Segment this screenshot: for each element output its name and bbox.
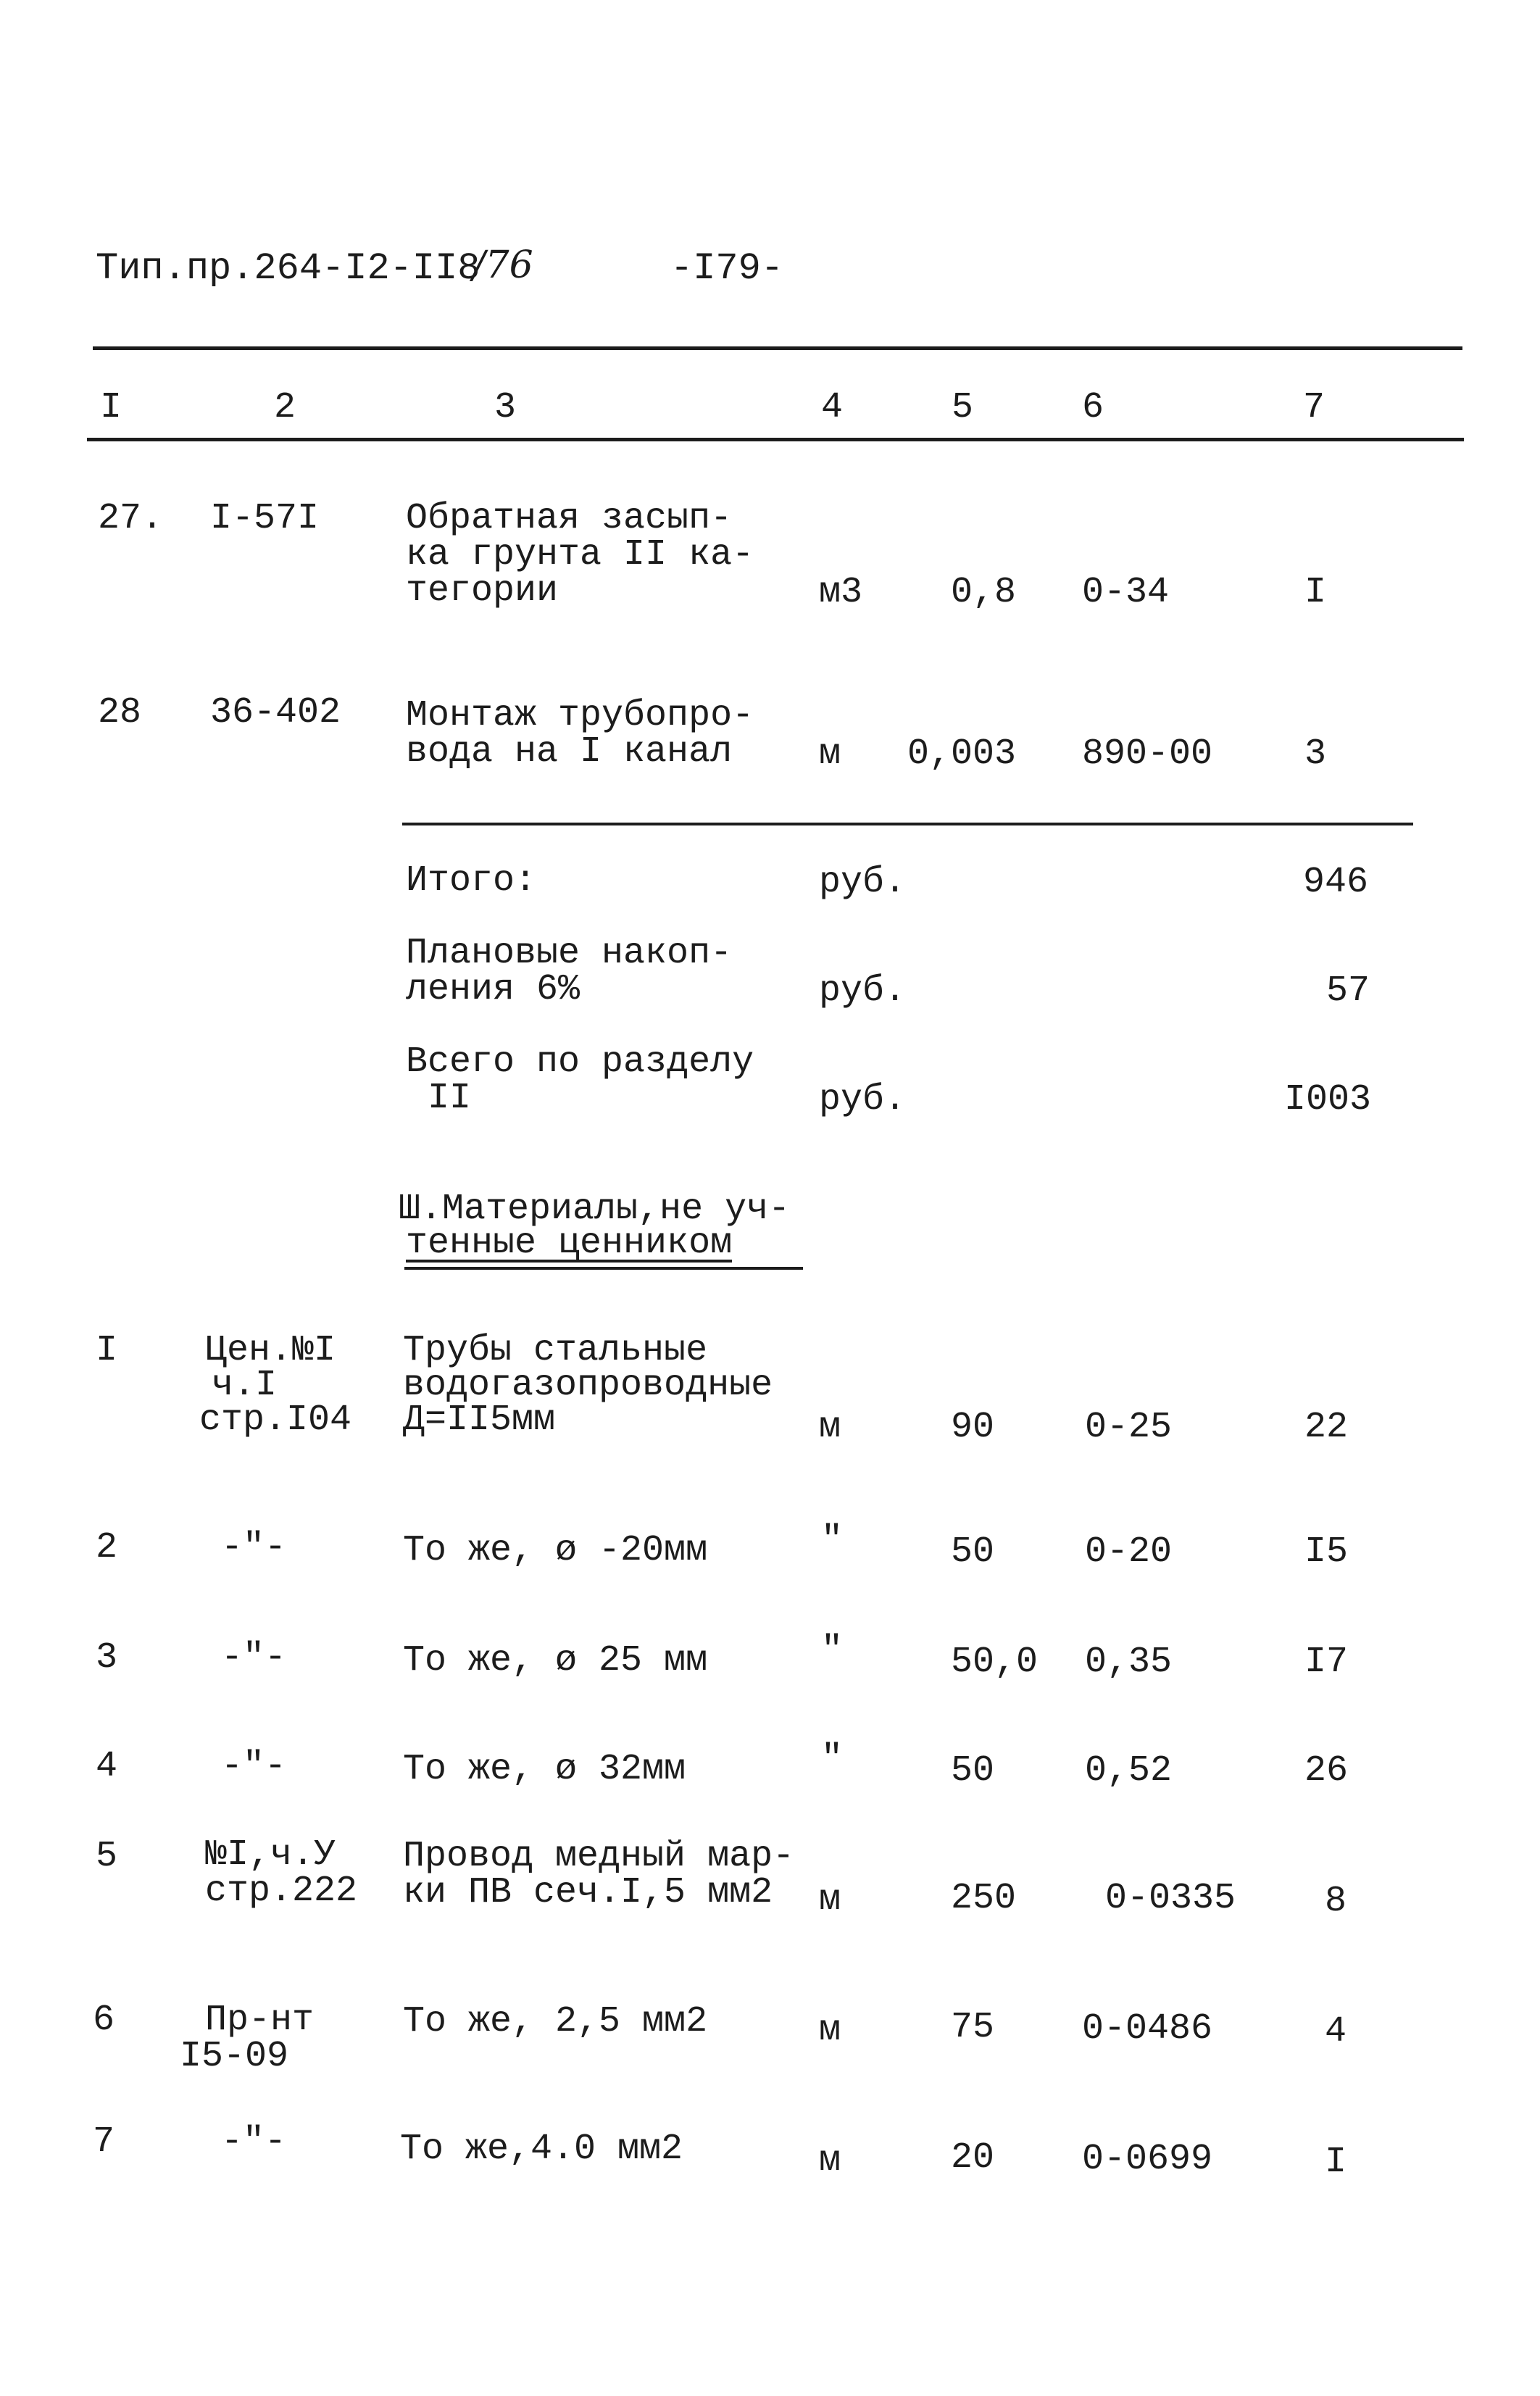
column-header-5: 5 xyxy=(952,387,974,428)
page-number: -I79- xyxy=(670,247,784,290)
document-reference-suffix: /76 xyxy=(473,244,533,287)
table-row-desc-line: ки ПВ сеч.I,5 мм2 xyxy=(403,1872,773,1913)
table-row-code: 36-402 xyxy=(210,692,341,733)
table-row-qty: 20 xyxy=(951,2137,995,2179)
table-row-code: №I,ч.У xyxy=(205,1834,336,1876)
table-row-qty: 0,8 xyxy=(951,572,1017,613)
subtotal-value: 946 xyxy=(1303,862,1369,903)
column-header-4: 4 xyxy=(821,387,844,428)
column-header-7: 7 xyxy=(1303,387,1325,428)
table-row-unit: м xyxy=(819,1407,841,1448)
table-row-unit: м xyxy=(819,1879,841,1921)
table-row-desc-line: Д=II5мм xyxy=(403,1399,556,1441)
table-row-code: -"- xyxy=(221,1746,287,1787)
table-row-num: 3 xyxy=(96,1637,118,1679)
section-total-value: I003 xyxy=(1284,1079,1372,1120)
table-row-code: стр.I04 xyxy=(199,1399,352,1441)
table-row-desc-line: водогазопроводные xyxy=(403,1365,773,1406)
table-row-desc-line: тегории xyxy=(406,570,559,612)
section-total-label: Всего по разделу xyxy=(406,1041,754,1083)
table-row-unit: " xyxy=(821,1520,844,1561)
table-row-unit: м xyxy=(819,2010,841,2051)
table-row-code: I5-09 xyxy=(180,2036,289,2077)
table-row-price: 0,35 xyxy=(1085,1642,1173,1683)
table-row-code: ч.I xyxy=(212,1365,278,1406)
table-row-desc-line: То же, ø 25 мм xyxy=(403,1640,708,1681)
table-row-unit: м xyxy=(819,2140,841,2181)
section-total-label: II xyxy=(428,1078,472,1119)
table-row-num: 7 xyxy=(93,2121,115,2163)
table-row-price: 0-34 xyxy=(1082,572,1170,613)
table-row-desc-line: То же, ø 32мм xyxy=(403,1749,686,1790)
table-row-code: Цен.№I xyxy=(205,1330,336,1371)
planned-savings-label: Плановые накоп- xyxy=(406,933,733,974)
table-row-total: 22 xyxy=(1304,1407,1349,1448)
planned-savings-value: 57 xyxy=(1326,970,1370,1012)
table-row-total: 8 xyxy=(1325,1881,1347,1922)
table-row-desc-line: Провод медный мар- xyxy=(403,1836,795,1877)
section-title: тенные ценником xyxy=(406,1223,733,1264)
table-row-num: I xyxy=(96,1330,118,1371)
table-row-code: -"- xyxy=(221,1527,287,1568)
top-rule xyxy=(93,346,1462,350)
header-rule xyxy=(87,438,1464,441)
table-row-unit: " xyxy=(821,1630,844,1671)
table-row-qty: 250 xyxy=(951,1878,1017,1919)
table-row-num: 5 xyxy=(96,1836,118,1877)
table-row-qty: 75 xyxy=(951,2007,995,2048)
table-row-code: I-57I xyxy=(210,498,320,539)
table-row-price: 0,52 xyxy=(1085,1750,1173,1792)
table-row-price: 0-0486 xyxy=(1082,2008,1213,2050)
table-row-qty: 50,0 xyxy=(951,1642,1039,1683)
table-row-price: 0-0335 xyxy=(1105,1878,1236,1919)
table-row-desc-line: То же, 2,5 мм2 xyxy=(403,2001,708,2042)
table-row-qty: 50 xyxy=(951,1750,995,1792)
column-header-6: 6 xyxy=(1082,387,1104,428)
table-row-total: I xyxy=(1304,572,1327,613)
table-row-qty: 90 xyxy=(951,1407,995,1448)
table-row-price: 890-00 xyxy=(1082,733,1213,775)
table-row-total: 26 xyxy=(1304,1750,1349,1792)
planned-savings-unit: руб. xyxy=(819,970,907,1012)
planned-savings-label: ления 6% xyxy=(406,969,580,1010)
table-row-code: -"- xyxy=(221,2121,287,2163)
section-title-underline xyxy=(404,1267,803,1270)
table-row-desc-line: То же,4.0 мм2 xyxy=(400,2129,683,2170)
table-row-total: I7 xyxy=(1304,1642,1349,1683)
table-row-price: 0-20 xyxy=(1085,1531,1173,1573)
subtotal-label: Итого: xyxy=(406,860,537,902)
section-title: Ш.Материалы,не уч- xyxy=(399,1189,791,1230)
table-row-price: 0-25 xyxy=(1085,1407,1173,1448)
table-row-num: 4 xyxy=(96,1746,118,1787)
table-row-desc-line: ка грунта II ка- xyxy=(406,534,754,575)
table-row-desc-line: Монтаж трубопро- xyxy=(406,695,754,736)
table-row-desc-line: вода на I канал xyxy=(406,731,733,773)
table-row-total: I xyxy=(1325,2142,1347,2183)
table-row-unit: м3 xyxy=(819,572,863,613)
table-row-num: 6 xyxy=(93,2000,115,2041)
column-header-2: 2 xyxy=(274,387,296,428)
table-row-num: 27. xyxy=(98,498,164,539)
table-row-desc-line: То же, ø -20мм xyxy=(403,1530,708,1571)
table-row-total: I5 xyxy=(1304,1531,1349,1573)
document-reference: Тип.пр.264-I2-II8 xyxy=(96,247,480,290)
table-row-total: 4 xyxy=(1325,2011,1347,2052)
table-row-code: -"- xyxy=(221,1637,287,1679)
table-row-num: 2 xyxy=(96,1527,118,1568)
table-row-desc-line: Трубы стальные xyxy=(403,1330,708,1371)
subtotal-unit: руб. xyxy=(819,862,907,903)
subtotal-rule xyxy=(402,823,1413,825)
section-total-unit: руб. xyxy=(819,1079,907,1120)
table-row-num: 28 xyxy=(98,692,142,733)
table-row-total: 3 xyxy=(1304,733,1327,775)
table-row-desc-line: Обратная засып- xyxy=(406,498,733,539)
table-row-unit: м xyxy=(819,733,841,775)
table-row-code: стр.222 xyxy=(205,1871,358,1912)
column-header-1: I xyxy=(100,387,122,428)
table-row-qty: 0,003 xyxy=(907,733,1017,775)
column-header-3: 3 xyxy=(494,387,517,428)
table-row-code: Пр-нт xyxy=(205,2000,315,2041)
table-row-unit: " xyxy=(821,1739,844,1780)
table-row-price: 0-0699 xyxy=(1082,2139,1213,2180)
table-row-qty: 50 xyxy=(951,1531,995,1573)
